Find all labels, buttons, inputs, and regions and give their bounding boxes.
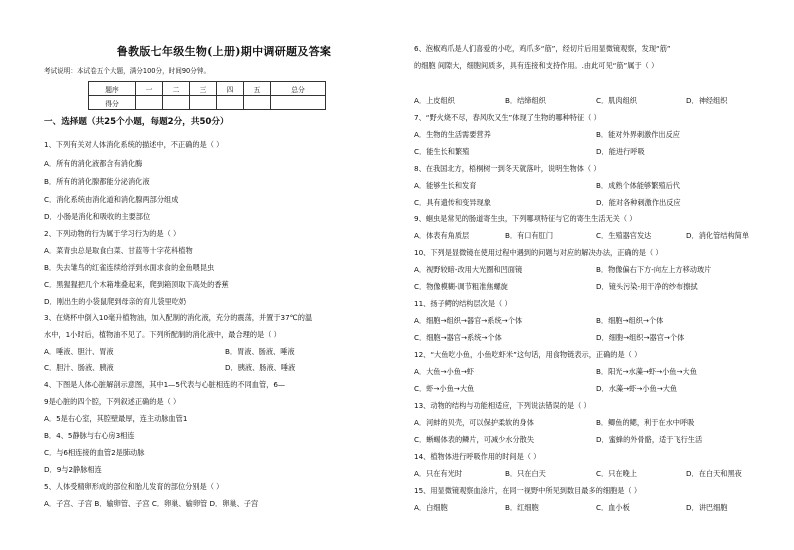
option-line: B．物像偏右下方-向左上方移动玻片 xyxy=(596,265,712,274)
question-line: 3、在烧杯中倒入10毫升植物油，加入配制的消化液，充分的震荡，并置于37℃的温 xyxy=(44,313,313,322)
option-line: C．蜥蜴体表的鳞片，可减少水分散失 xyxy=(414,435,535,444)
option-line: D．9与2静脉相连 xyxy=(44,465,102,474)
exam-note: 考试说明：本试卷五个大题，满分100分，时间90分钟。 xyxy=(44,67,211,75)
option-line: C．细胞→器官→系统→个体 xyxy=(414,333,502,342)
option-line: A．所有的消化液都含有消化酶 xyxy=(44,159,143,168)
score-table xyxy=(88,81,326,110)
option-line: B．4、5静脉与右心房3相连 xyxy=(44,431,135,440)
question-line: 15、用显微镜观察血涂片，在同一视野中所见到数目最多的细胞是（ ） xyxy=(414,486,642,495)
option-line: D．消化管结构简单 xyxy=(686,231,750,240)
score-header-cell: 一 xyxy=(136,82,163,96)
option-line: C．黑猩猩把几个木箱堆叠起来，爬到箱顶取下高处的香蕉 xyxy=(44,280,229,289)
score-table-row xyxy=(89,96,326,110)
question-line: 13、动物的结构与功能相适应，下列说法错误的是（ ） xyxy=(414,401,591,410)
question-line: 2、下列动物的行为属于学习行为的是（ ） xyxy=(44,229,181,238)
question-line: 5、人体受精卵形成的部位和胎儿发育的部位分别是（ ） xyxy=(44,482,224,491)
score-row-label: 得分 xyxy=(89,96,136,110)
option-line: C．消化系统由消化道和消化腺两部分组成 xyxy=(44,195,179,204)
option-line: D．刚出生的小袋鼠爬到母亲的育儿袋里吃奶 xyxy=(44,297,187,306)
score-table-header-row xyxy=(89,82,326,96)
option-line: D．水藻→虾→小鱼→大鱼 xyxy=(596,384,678,393)
option-line: D．小肠是消化和吸收的主要部位 xyxy=(44,212,151,221)
question-line: 12、“大鱼吃小鱼，小鱼吃虾米”这句话，用食物链表示，正确的是（ ） xyxy=(414,350,642,359)
option-line: D．镜头污染-用干净的纱布擦拭 xyxy=(596,282,698,291)
option-line: A．菜青虫总是取食白菜、甘蓝等十字花科植物 xyxy=(44,246,193,255)
option-line: A．细胞→组织→器官→系统→个体 xyxy=(414,316,523,325)
score-cell xyxy=(136,96,163,110)
option-line: B．细胞→组织→个体 xyxy=(596,316,664,325)
document-title: 鲁教版七年级生物(上册)期中调研题及答案 xyxy=(116,45,332,58)
option-line: C．与6相连接的血管2是肺动脉 xyxy=(44,448,145,457)
question-line: 4、下图是人体心脏解剖示意图，其中1—5代表与心脏相连的不同血管，6— xyxy=(44,380,286,389)
option-line: A．只在有光时 xyxy=(414,469,463,478)
option-line: D．讲巴细胞 xyxy=(686,503,728,512)
score-cell xyxy=(217,96,244,110)
option-line: C．能生长和繁殖 xyxy=(414,147,470,156)
option-line: D．神经组织 xyxy=(686,96,728,105)
option-line: C．物像模糊-调节粗准焦螺旋 xyxy=(414,282,508,291)
question-line: 9是心脏的四个腔，下列叙述正确的是（ ） xyxy=(44,397,181,406)
question-line: 11、扬子鳄的结构层次是（ ） xyxy=(414,299,512,308)
option-line: C．只在晚上 xyxy=(596,469,637,478)
option-line: A．能够生长和发育 xyxy=(414,181,477,190)
option-line: B．红细胞 xyxy=(505,503,539,512)
option-line: A．河蚌的贝壳，可以保护柔软的身体 xyxy=(414,418,534,427)
score-cell xyxy=(163,96,190,110)
option-line: B．失去雏鸟的红雀连续给浮到水面求食的金鱼喂昆虫 xyxy=(44,263,215,272)
option-line: B．所有的消化腺都能分泌消化液 xyxy=(44,177,150,186)
question-line: 的细胞 间隙大，细胞间质多，具有连接和支持作用。.由此可见“筋”属于（ ） xyxy=(414,61,659,70)
option-line: A．唾液、胆汁、胃液 xyxy=(44,347,114,356)
option-line: A．上皮组织 xyxy=(414,96,455,105)
score-header-cell: 四 xyxy=(217,82,244,96)
option-line: D．细胞→组织→器官→个体 xyxy=(596,333,685,342)
question-line: 1、下列有关对人体消化系统的描述中，不正确的是（ ） xyxy=(44,140,224,149)
option-line: A．子宫、子宫 B．输卵管、子宫 C．卵巢、输卵管 D．卵巢、子宫 xyxy=(44,499,259,508)
option-line: C．肌肉组织 xyxy=(596,96,637,105)
question-line: 10、下列是显微镜在使用过程中遇到的问题与对应的解决办法，正确的是（ ） xyxy=(414,248,663,257)
option-line: C．胆汁、肠液、胰液 xyxy=(44,363,114,372)
option-line: A．大鱼→小鱼→虾 xyxy=(414,367,475,376)
option-line: B．只在白天 xyxy=(505,469,546,478)
option-line: D．能对各种刺激作出反应 xyxy=(596,198,681,207)
section-heading: 一、选择题（共25个小题，每题2分，共50分） xyxy=(44,117,229,127)
option-line: A．体表有角质层 xyxy=(414,231,470,240)
score-cell xyxy=(271,96,326,110)
question-line: 9、蛔虫是常见的肠道寄生虫，下列哪项特征与它的寄生生活无关（ ） xyxy=(414,214,637,223)
option-line: A．视野较暗-改用大光圈和凹面镜 xyxy=(414,265,523,274)
score-cell xyxy=(190,96,217,110)
option-line: B．鲫鱼的鳃，利于在水中呼吸 xyxy=(596,418,695,427)
option-line: A．生物的生活需要营养 xyxy=(414,130,491,139)
score-header-cell: 二 xyxy=(163,82,190,96)
score-header-cell: 三 xyxy=(190,82,217,96)
option-line: B．成熟个体能够繁殖后代 xyxy=(596,181,680,190)
option-line: B．胃液、肠液、唾液 xyxy=(225,347,295,356)
score-header-cell: 总分 xyxy=(271,82,326,96)
score-header-cell: 题序 xyxy=(89,82,136,96)
option-line: C．血小板 xyxy=(596,503,630,512)
option-line: D．能进行呼吸 xyxy=(596,147,645,156)
option-line: D．在白天和黑夜 xyxy=(686,469,742,478)
option-line: B．结缔组织 xyxy=(505,96,546,105)
option-line: C．虾→小鱼→大鱼 xyxy=(414,384,475,393)
option-line: D．胰液、肠液、唾液 xyxy=(225,363,296,372)
question-line: 水中，1小时后，植物油不见了。下列所配制的消化液中，最合理的是（ ） xyxy=(44,330,281,339)
option-line: B．阳光→水藻→虾→小鱼→大鱼 xyxy=(596,367,697,376)
option-line: C．生殖器官发达 xyxy=(596,231,652,240)
option-line: B．有口有肛门 xyxy=(505,231,554,240)
option-line: C．具有遗传和变异现象 xyxy=(414,198,491,207)
option-line: B．能对外界刺激作出反应 xyxy=(596,130,680,139)
question-line: 7、“野火烧不尽，春风吹又生”体现了生物的哪种特征（ ） xyxy=(414,113,601,122)
option-line: D．蜜蜂的外骨骼，适于飞行生活 xyxy=(596,435,703,444)
question-line: 8、在我国北方，梧桐树一到冬天就落叶，说明生物体（ ） xyxy=(414,164,601,173)
option-line: A．白细胞 xyxy=(414,503,448,512)
question-line: 14、植物体进行呼吸作用的时间是（ ） xyxy=(414,452,541,461)
question-line: 6、泡椒鸡爪是人们喜爱的小吃，鸡爪多“筋”，经切片后用显微镜观察，发现“筋” xyxy=(414,44,671,53)
score-header-cell: 五 xyxy=(244,82,271,96)
option-line: A．5是右心室，其腔壁最厚，连主动脉血管1 xyxy=(44,414,188,423)
score-cell xyxy=(244,96,271,110)
